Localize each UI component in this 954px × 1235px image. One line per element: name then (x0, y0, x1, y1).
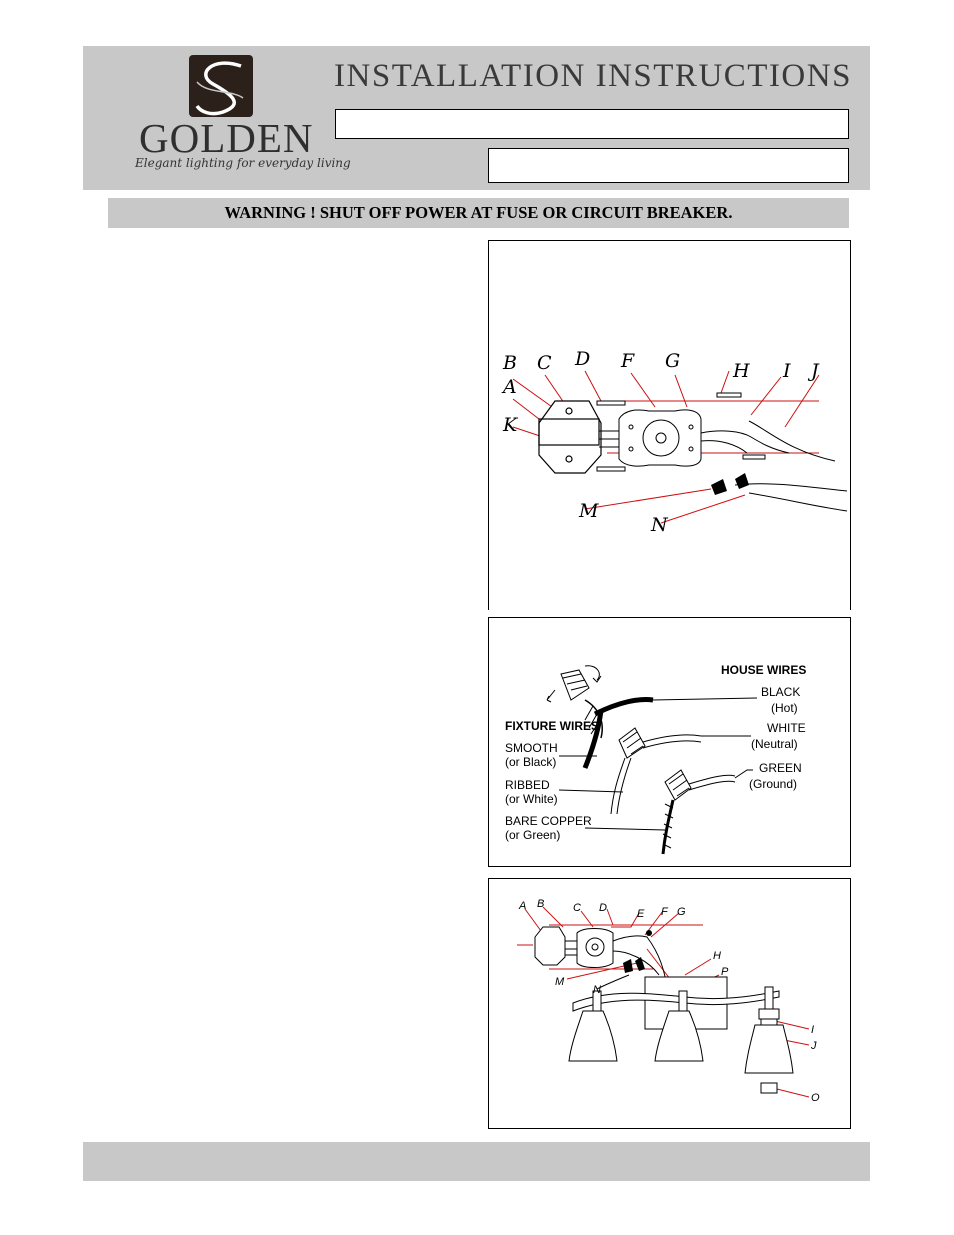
box-screw-top (566, 408, 572, 414)
fig1-label-b: B (503, 352, 517, 374)
fig1-label-n: N (651, 514, 668, 536)
warning-banner: WARNING ! SHUT OFF POWER AT FUSE OR CIRCUIT BREAKER. (108, 198, 849, 228)
fig3-label-b: B (537, 898, 545, 910)
header-band (83, 46, 870, 190)
ribbed-label: RIBBED (505, 778, 550, 792)
bare-copper-label: BARE COPPER (505, 814, 592, 828)
footer-band (83, 1142, 870, 1181)
brand-name: GOLDEN (139, 115, 314, 161)
wire-nut-2 (735, 473, 749, 489)
figure-wire-connection (488, 617, 851, 867)
or-white-label: (or White) (505, 792, 558, 806)
fig3-label-m: M (555, 976, 565, 988)
neutral-label: (Neutral) (751, 737, 798, 751)
model-number-field[interactable] (335, 109, 849, 139)
hot-label: (Hot) (771, 701, 798, 715)
fixture-wires-heading: FIXTURE WIRES (505, 719, 600, 733)
box-screw-bottom (566, 456, 572, 462)
white-label: WHITE (767, 721, 806, 735)
brand-tagline: Elegant lighting for everyday living (135, 156, 351, 170)
fig3-label-c: C (573, 902, 581, 914)
fig1-label-g: G (665, 350, 681, 372)
wire-nut-twist-icon (547, 666, 601, 702)
glass-shade-3 (745, 1025, 793, 1073)
fig1-label-j: J (811, 360, 819, 382)
screw-d2 (597, 467, 625, 471)
figure-mounting-diagram (488, 240, 851, 610)
fig1-label-c: C (537, 352, 552, 374)
fig3-label-d: D (599, 902, 607, 914)
fig1-label-m: M (579, 500, 599, 522)
or-black-label: (or Black) (505, 755, 557, 769)
fig3-label-g: G (677, 906, 686, 918)
fig1-label-k: K (503, 414, 518, 436)
house-wires-heading: HOUSE WIRES (721, 663, 807, 677)
figure-fixture-assembly (488, 878, 851, 1129)
fig1-label-f: F (621, 350, 635, 372)
wire-nut-1 (711, 479, 727, 495)
fig3-label-a: A (519, 900, 527, 912)
item-number-field[interactable] (488, 148, 849, 183)
page-title: INSTALLATION INSTRUCTIONS (334, 58, 852, 94)
fig1-label-h: H (733, 360, 750, 382)
fig3-label-i: I (811, 1024, 815, 1036)
fig3-label-n: N (593, 984, 601, 996)
screw-h (717, 393, 741, 397)
finial-nut (761, 1083, 777, 1093)
screw-h2 (743, 455, 765, 459)
fig1-label-i: I (783, 360, 791, 382)
fig1-label-d: D (575, 348, 591, 370)
screw-d (597, 401, 625, 405)
fig1-label-a: A (503, 376, 517, 398)
fig3-label-o: O (811, 1092, 820, 1104)
fig3-label-h: H (713, 950, 721, 962)
fig3-label-f: F (661, 906, 668, 918)
black-label: BLACK (761, 685, 801, 699)
or-green-label: (or Green) (505, 828, 561, 842)
fig3-label-j: J (811, 1040, 817, 1052)
ground-label: (Ground) (749, 777, 798, 791)
green-label: GREEN (759, 761, 802, 775)
smooth-label: SMOOTH (505, 741, 558, 755)
fig3-label-p: P (721, 966, 729, 978)
fig3-label-e: E (637, 908, 645, 920)
glass-shade-1 (569, 1011, 617, 1061)
